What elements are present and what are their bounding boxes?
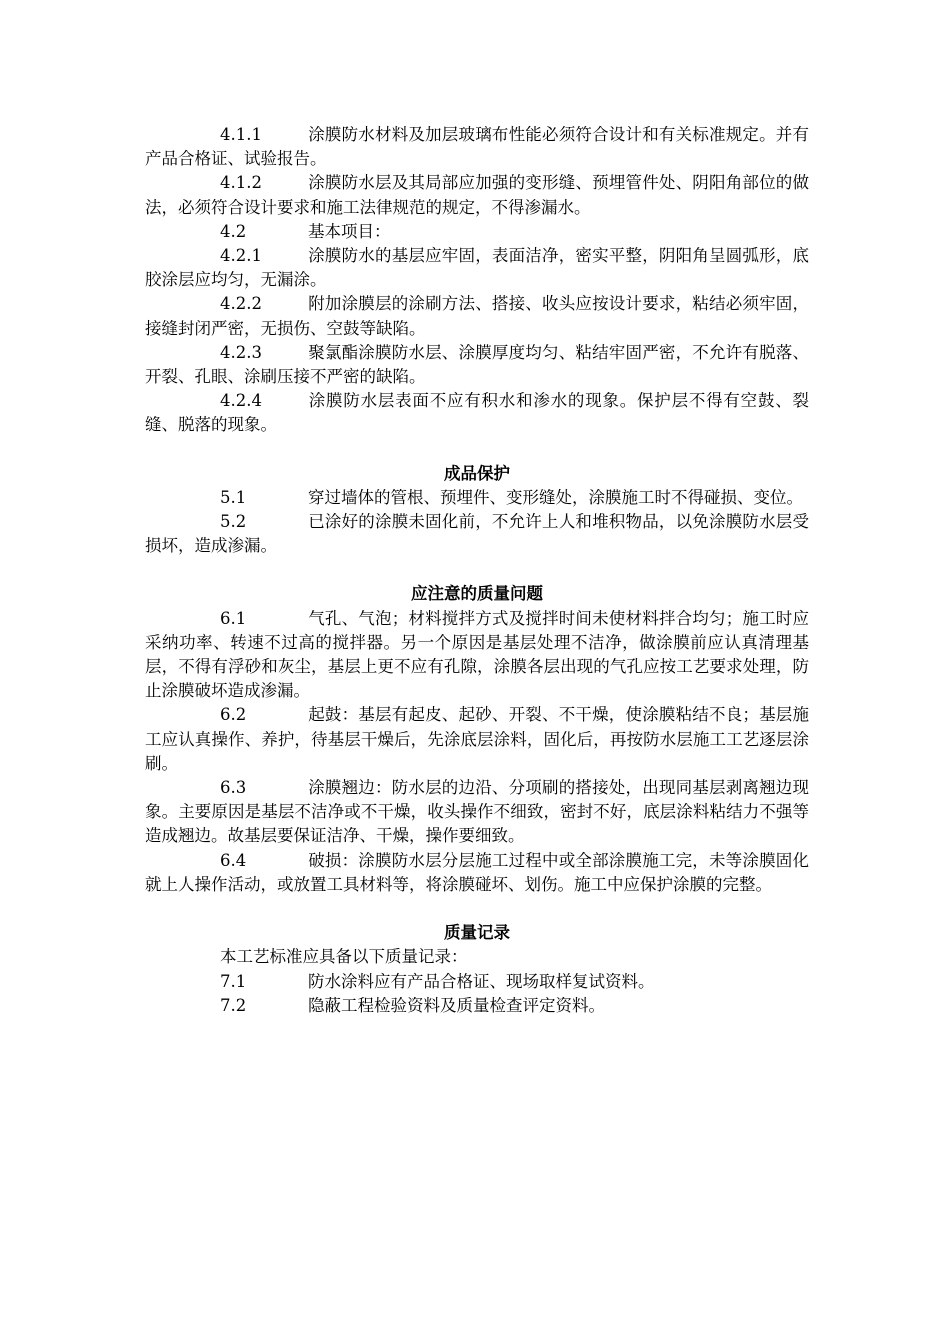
clause-list-4 [145,123,809,438]
clause-6-2 [145,703,809,776]
clause-list-6 [145,607,809,897]
clause-text: 聚氯酯涂膜防水层、涂膜厚度均匀、粘结牢固严密，不允许有脱落、开裂、孔眼、涂刷压接不严密的缺陷。 [145,342,809,387]
clause-number: 6.3 [220,778,247,798]
clause-text: 气孔、气泡；材料搅拌方式及搅拌时间未使材料拌合均匀；施工时应采纳功率、转速不过高的搅拌器。另一个原因是基层处理不洁净，做涂膜前应认真清理基层，不得有浮砂和灰尘，基层上更不应有孔隙，涂膜各层出现的气孔应按工艺要求处理，防止涂膜破坏造成渗漏。 [145,608,809,701]
clause-number: 4.2.4 [220,391,262,411]
section-heading-product-protection: 成品保护 [444,463,510,483]
clause-4-1-1 [145,123,809,171]
clause-4-1-2 [145,171,809,219]
clause-4-2-3 [145,341,809,389]
clause-text: 涂膜防水材料及加层玻璃布性能必须符合设计和有关标准规定。并有产品合格证、试验报告。 [145,125,809,169]
clause-4-2-1 [145,244,809,292]
clause-number: 5.2 [220,512,247,532]
document-page [145,123,809,1018]
clause-number: 4.2.3 [220,342,262,362]
clause-number: 7.2 [220,995,247,1015]
clause-text: 穿过墙体的管根、预埋件、变形缝处，涂膜施工时不得碰损、变位。 [308,487,803,507]
clause-text: 破损：涂膜防水层分层施工过程中或全部涂膜施工完，未等涂膜固化就上人操作活动，或放置工具材料等，将涂膜碰坏、划伤。施工中应保护涂膜的完整。 [145,850,809,894]
clause-6-3 [145,776,809,849]
clause-6-1 [145,607,809,704]
clause-list-5 [145,486,809,559]
records-intro: 本工艺标准应具备以下质量记录： [220,947,468,967]
clause-number: 4.2.2 [220,294,262,314]
clause-number: 4.1.1 [220,125,262,144]
clause-text: 防水涂料应有产品合格证、现场取样复试资料。 [308,971,655,991]
clause-7-1 [145,970,809,994]
clause-5-1 [145,486,809,510]
clause-number: 4.1.2 [220,173,262,193]
clause-number: 7.1 [220,971,247,991]
section-heading-quality-issues: 应注意的质量问题 [411,584,543,604]
clause-text: 基本项目： [308,221,391,241]
clause-number: 4.2 [220,221,247,241]
clause-text: 隐蔽工程检验资料及质量检查评定资料。 [308,995,605,1015]
clause-number: 6.2 [220,705,247,725]
clause-number: 5.1 [220,487,247,507]
clause-number: 6.4 [220,850,247,870]
clause-7-2 [145,994,809,1018]
clause-text: 涂膜防水层表面不应有积水和渗水的现象。保护层不得有空鼓、裂缝、脱落的现象。 [145,391,809,435]
clause-text: 附加涂膜层的涂刷方法、搭接、收头应按设计要求，粘结必须牢固，接缝封闭严密，无损伤、空鼓等缺陷。 [145,294,809,338]
clause-text: 涂膜防水的基层应牢固，表面洁净，密实平整，阴阳角呈圆弧形，底胶涂层应均匀，无漏涂。 [145,246,809,290]
clause-4-2-4 [145,389,809,437]
clause-4-2 [145,220,809,244]
clause-text: 已涂好的涂膜未固化前，不允许上人和堆积物品，以免涂膜防水层受损坏，造成渗漏。 [145,512,809,556]
clause-text: 起鼓：基层有起皮、起砂、开裂、不干燥，使涂膜粘结不良；基层施工应认真操作、养护，待基层干燥后，先涂底层涂料，固化后，再按防水层施工工艺逐层涂刷。 [145,705,809,773]
clause-text: 涂膜防水层及其局部应加强的变形缝、预埋管件处、阴阳角部位的做法，必须符合设计要求和施工法律规范的规定，不得渗漏水。 [145,173,809,217]
clause-6-4 [145,849,809,897]
clause-list-7 [145,945,809,1018]
section-heading-quality-records: 质量记录 [444,923,510,943]
clause-4-2-2 [145,292,809,340]
clause-number: 4.2.1 [220,246,262,266]
clause-text: 涂膜翘边：防水层的边沿、分项刷的搭接处，出现同基层剥离翘边现象。主要原因是基层不洁净或不干燥，收头操作不细致，密封不好，底层涂料粘结力不强等造成翘边。故基层要保证洁净、干燥，操作要细致。 [145,778,809,846]
clause-5-2 [145,510,809,558]
clause-number: 6.1 [220,608,247,628]
